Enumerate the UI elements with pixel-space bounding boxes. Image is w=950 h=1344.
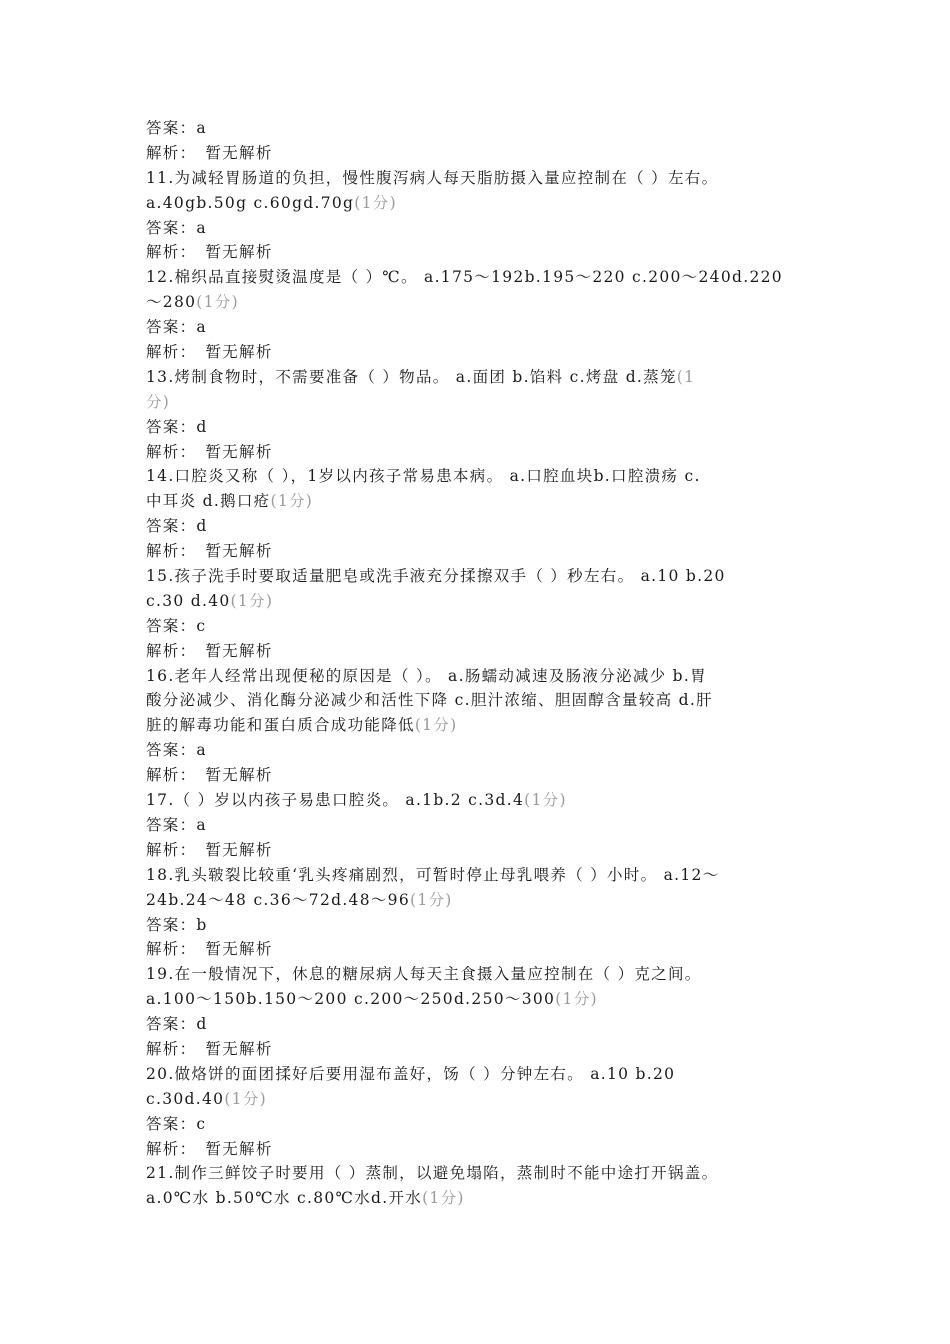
question-line [146, 1161, 811, 1186]
score-label: (1分) [270, 492, 314, 511]
analysis-line [146, 340, 811, 365]
question-line [146, 166, 811, 191]
line-text: 解析： 暂无解析 [146, 243, 273, 262]
analysis-line [146, 763, 811, 788]
question-line [146, 464, 811, 489]
analysis-line [146, 838, 811, 863]
score-label: (1分) [196, 293, 239, 312]
line-text: 21.制作三鲜饺子时要用（ ）蒸制，以避免塌陷，蒸制时不能中途打开锅盖。 [146, 1164, 719, 1183]
score-label: 分) [146, 392, 171, 411]
line-text: 解析： 暂无解析 [146, 143, 273, 162]
answer-line [146, 813, 811, 838]
line-text: 解析： 暂无解析 [146, 1039, 273, 1058]
line-text: 答案：a [146, 815, 207, 834]
answer-line [146, 738, 811, 763]
line-text: 14.口腔炎又称（ ），1岁以内孩子常易患本病。 a.口腔血块b.口腔溃疡 c. [146, 467, 701, 486]
line-text: 中耳炎 d.鹅口疮 [146, 492, 271, 511]
answer-line [146, 913, 811, 938]
analysis-line [146, 1137, 811, 1162]
line-text: 答案：a [146, 318, 207, 337]
question-line [146, 664, 811, 689]
line-text: 20.做烙饼的面团揉好后要用湿布盖好，饧（ ）分钟左右。 a.10 b.20 [146, 1064, 676, 1083]
line-text: 19.在一般情况下，休息的糖尿病人每天主食摄入量应控制在（ ）克之间。 [146, 965, 702, 984]
score-label: (1分) [422, 1189, 465, 1208]
question-line [146, 564, 811, 589]
analysis-line [146, 141, 811, 166]
line-text: ～280 [146, 293, 197, 312]
question-line [146, 788, 811, 813]
answer-line [146, 614, 811, 639]
answer-line [146, 116, 811, 141]
line-text: 11.为减轻胃肠道的负担，慢性腹泻病人每天脂肪摄入量应控制在（ ）左右。 [146, 168, 719, 187]
question-line [146, 987, 811, 1012]
question-line [146, 1186, 811, 1211]
line-text: 答案：d [146, 1015, 208, 1034]
analysis-line [146, 639, 811, 664]
question-line [146, 589, 811, 614]
line-text: 酸分泌减少、消化酶分泌减少和活性下降 c.胆汁浓缩、胆固醇含量较高 d.肝 [146, 691, 713, 710]
question-line [146, 1062, 811, 1087]
answer-line [146, 216, 811, 241]
score-label: (1分) [224, 1089, 267, 1108]
line-text: c.30 d.40 [146, 591, 231, 610]
answer-line [146, 415, 811, 440]
line-text: 答案：a [146, 741, 207, 760]
score-label: (1分) [230, 591, 274, 610]
line-text: 答案：d [146, 517, 208, 536]
line-text: 答案：c [146, 616, 207, 635]
analysis-line [146, 937, 811, 962]
line-text: 17.（ ）岁以内孩子易患口腔炎。 a.1b.2 c.3d.4 [146, 791, 525, 810]
document-page [146, 116, 811, 1211]
score-label: (1分) [410, 890, 453, 909]
line-text: 解析： 暂无解析 [146, 940, 273, 959]
score-label: (1 [676, 367, 696, 386]
line-text: 解析： 暂无解析 [146, 641, 273, 660]
line-text: 24b.24～48 c.36～72d.48～96 [146, 890, 410, 909]
analysis-line [146, 539, 811, 564]
question-line [146, 390, 811, 415]
analysis-line [146, 440, 811, 465]
line-text: 解析： 暂无解析 [146, 840, 273, 859]
line-text: 答案：b [146, 915, 208, 934]
answer-line [146, 315, 811, 340]
question-line [146, 888, 811, 913]
answer-line [146, 514, 811, 539]
question-line [146, 365, 811, 390]
question-line [146, 863, 811, 888]
line-text: 解析： 暂无解析 [146, 442, 273, 461]
line-text: 解析： 暂无解析 [146, 542, 273, 561]
score-label: (1分) [354, 193, 397, 212]
question-line [146, 688, 811, 713]
line-text: 答案：c [146, 1114, 207, 1133]
line-text: 18.乳头皲裂比较重‘乳头疼痛剧烈，可暂时停止母乳喂养（ ）小时。 a.12～ [146, 865, 720, 884]
question-line [146, 713, 811, 738]
line-text: 15.孩子洗手时要取适量肥皂或洗手液充分揉擦双手（ ）秒左右。 a.10 b.20 [146, 567, 726, 586]
line-text: 12.棉织品直接熨烫温度是（ ）℃。 a.175～192b.195～220 c.200～240d.220 [146, 268, 783, 287]
question-line [146, 962, 811, 987]
question-line [146, 191, 811, 216]
answer-line [146, 1012, 811, 1037]
line-text: 脏的解毒功能和蛋白质合成功能降低 [146, 716, 415, 735]
line-text: 答案：d [146, 417, 208, 436]
line-text: 答案：a [146, 119, 207, 137]
line-text: c.30d.40 [146, 1089, 225, 1108]
line-text: 解析： 暂无解析 [146, 343, 273, 362]
line-text: a.100～150b.150～200 c.200～250d.250～300 [146, 990, 556, 1009]
question-line [146, 265, 811, 290]
line-text: 解析： 暂无解析 [146, 766, 273, 785]
score-label: (1分) [555, 990, 598, 1009]
line-text: 答案：a [146, 218, 207, 237]
answer-line [146, 1112, 811, 1137]
line-text: 13.烤制食物时，不需要准备（ ）物品。 a.面团 b.馅料 c.烤盘 d.蒸笼 [146, 367, 677, 386]
score-label: (1分) [414, 716, 458, 735]
score-label: (1分) [524, 791, 567, 810]
question-line [146, 1087, 811, 1112]
analysis-line [146, 1037, 811, 1062]
analysis-line [146, 240, 811, 265]
line-text: 解析： 暂无解析 [146, 1139, 273, 1158]
line-text: a.0℃水 b.50℃水 c.80℃水d.开水 [146, 1189, 423, 1208]
line-text: a.40gb.50g c.60gd.70g [146, 193, 355, 212]
question-line [146, 489, 811, 514]
line-text: 16.老年人经常出现便秘的原因是（ ）。 a.肠蠕动减速及肠液分泌减少 b.胃 [146, 666, 707, 685]
question-line [146, 290, 811, 315]
